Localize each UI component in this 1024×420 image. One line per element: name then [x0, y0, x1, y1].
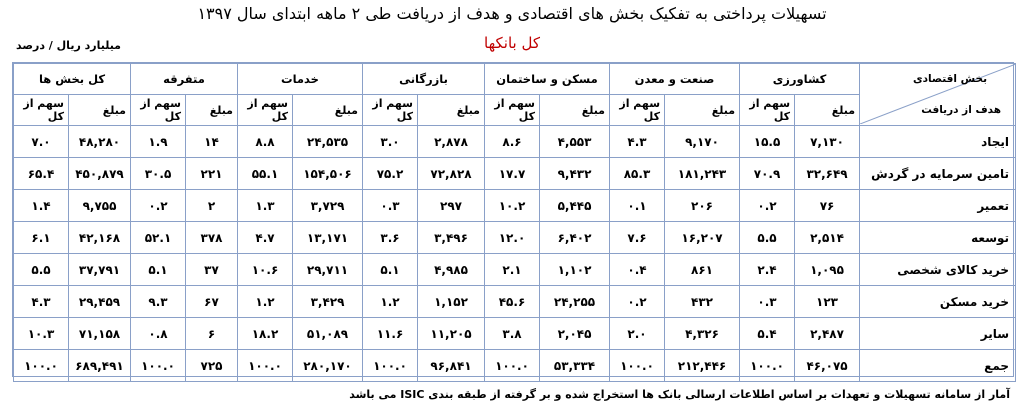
share-cell: ۰.۲: [131, 190, 186, 222]
table-row: [14, 126, 1016, 158]
share-cell: ۰.۴: [610, 254, 665, 286]
amount-cell: ۴۲,۱۶۸: [69, 222, 131, 254]
share-cell: ۱۰۰.۰: [238, 350, 293, 382]
data-table: [13, 63, 1016, 382]
amount-cell: ۸۶۱: [665, 254, 740, 286]
amount-cell: ۴,۵۵۳: [540, 126, 610, 158]
amount-cell: ۲۰۶: [665, 190, 740, 222]
share-header: سهم از کل: [363, 95, 418, 126]
amount-header: مبلغ: [69, 95, 131, 126]
amount-cell: ۷۶: [795, 190, 860, 222]
amount-cell: ۲,۸۷۸: [418, 126, 485, 158]
amount-cell: ۴۳۲: [665, 286, 740, 318]
share-cell: ۱.۹: [131, 126, 186, 158]
amount-cell: ۲۲۱: [186, 158, 238, 190]
amount-cell: ۷۱,۱۵۸: [69, 318, 131, 350]
share-cell: ۵.۴: [740, 318, 795, 350]
share-cell: ۵.۵: [14, 254, 69, 286]
table-row: [14, 190, 1016, 222]
share-cell: ۷.۰: [14, 126, 69, 158]
amount-cell: ۴,۹۸۵: [418, 254, 485, 286]
amount-cell: ۱,۱۰۲: [540, 254, 610, 286]
report-subtitle: کل بانکها: [484, 34, 540, 52]
share-cell: ۲.۱: [485, 254, 540, 286]
share-cell: ۰.۲: [740, 190, 795, 222]
share-cell: ۱۸.۲: [238, 318, 293, 350]
share-cell: ۲.۴: [740, 254, 795, 286]
amount-header: مبلغ: [665, 95, 740, 126]
share-cell: ۵.۵: [740, 222, 795, 254]
table-row: [14, 318, 1016, 350]
amount-cell: ۲,۵۱۴: [795, 222, 860, 254]
amount-cell: ۳,۴۹۶: [418, 222, 485, 254]
amount-cell: ۱۴: [186, 126, 238, 158]
amount-header: مبلغ: [795, 95, 860, 126]
amount-cell: ۲۸۰,۱۷۰: [293, 350, 363, 382]
sector-header: متفرقه: [131, 64, 238, 95]
amount-cell: ۹,۴۳۲: [540, 158, 610, 190]
amount-cell: ۳۷۸: [186, 222, 238, 254]
amount-cell: ۳۷: [186, 254, 238, 286]
amount-cell: ۱۸۱,۲۴۳: [665, 158, 740, 190]
amount-cell: ۷۲,۸۲۸: [418, 158, 485, 190]
amount-cell: ۴,۳۲۶: [665, 318, 740, 350]
share-cell: ۰.۱: [610, 190, 665, 222]
amount-cell: ۱۳,۱۷۱: [293, 222, 363, 254]
amount-cell: ۲۴,۵۳۵: [293, 126, 363, 158]
share-cell: ۳.۶: [363, 222, 418, 254]
sector-header: صنعت و معدن: [610, 64, 740, 95]
amount-cell: ۲۹,۷۱۱: [293, 254, 363, 286]
share-cell: ۱۰۰.۰: [131, 350, 186, 382]
table-row: [14, 254, 1016, 286]
share-cell: ۱۲.۰: [485, 222, 540, 254]
share-header: سهم از کل: [14, 95, 69, 126]
sector-header: مسکن و ساختمان: [485, 64, 610, 95]
amount-cell: ۱۲۳: [795, 286, 860, 318]
amount-cell: ۳۷,۷۹۱: [69, 254, 131, 286]
footer-note: آمار از سامانه تسهیلات و تعهدات بر اساس اطلاعات ارسالی بانک ها استخراج شده و بر گرفته از طبقه بندی ISIC می باشد: [349, 388, 1010, 401]
corner-cell: [860, 64, 1016, 126]
corner-bottom-label: هدف از دریافت: [921, 104, 1002, 116]
share-cell: ۱.۲: [363, 286, 418, 318]
amount-cell: ۱۶,۲۰۷: [665, 222, 740, 254]
share-cell: ۸.۸: [238, 126, 293, 158]
share-cell: ۱۰.۲: [485, 190, 540, 222]
row-label: خرید مسکن: [860, 286, 1016, 318]
share-header: سهم از کل: [238, 95, 293, 126]
amount-cell: ۲۹,۴۵۹: [69, 286, 131, 318]
amount-cell: ۶: [186, 318, 238, 350]
amount-cell: ۹,۱۷۰: [665, 126, 740, 158]
amount-cell: ۱۵۴,۵۰۶: [293, 158, 363, 190]
amount-cell: ۷۲۵: [186, 350, 238, 382]
row-label: خرید کالای شخصی: [860, 254, 1016, 286]
amount-cell: ۶,۴۰۲: [540, 222, 610, 254]
row-label: تامین سرمایه در گردش: [860, 158, 1016, 190]
unit-label: میلیارد ریال / درصد: [16, 39, 121, 52]
row-label: ایجاد: [860, 126, 1016, 158]
share-cell: ۱۰.۳: [14, 318, 69, 350]
amount-cell: ۷,۱۳۰: [795, 126, 860, 158]
share-cell: ۱۰۰.۰: [610, 350, 665, 382]
amount-cell: ۳,۷۲۹: [293, 190, 363, 222]
amount-header: مبلغ: [186, 95, 238, 126]
amount-cell: ۳۲,۶۴۹: [795, 158, 860, 190]
share-cell: ۴.۳: [14, 286, 69, 318]
row-label: جمع: [860, 350, 1016, 382]
amount-cell: ۲۱۲,۴۴۶: [665, 350, 740, 382]
row-label: تعمیر: [860, 190, 1016, 222]
share-cell: ۹.۳: [131, 286, 186, 318]
amount-cell: ۲,۰۴۵: [540, 318, 610, 350]
corner-top-label: بخش اقتصادی: [912, 73, 988, 85]
share-cell: ۱.۳: [238, 190, 293, 222]
amount-cell: ۲۴,۲۵۵: [540, 286, 610, 318]
sector-header: خدمات: [238, 64, 363, 95]
amount-cell: ۵۱,۰۸۹: [293, 318, 363, 350]
amount-cell: ۲۹۷: [418, 190, 485, 222]
share-cell: ۱۰.۶: [238, 254, 293, 286]
amount-cell: ۳,۴۲۹: [293, 286, 363, 318]
share-cell: ۱.۲: [238, 286, 293, 318]
share-cell: ۴.۷: [238, 222, 293, 254]
share-cell: ۱۱.۶: [363, 318, 418, 350]
share-cell: ۷۰.۹: [740, 158, 795, 190]
amount-cell: ۲: [186, 190, 238, 222]
share-cell: ۷.۶: [610, 222, 665, 254]
table-row: [14, 350, 1016, 382]
share-cell: ۱.۴: [14, 190, 69, 222]
amount-header: مبلغ: [418, 95, 485, 126]
share-header: سهم از کل: [610, 95, 665, 126]
amount-cell: ۴۵۰,۸۷۹: [69, 158, 131, 190]
amount-cell: ۱۱,۲۰۵: [418, 318, 485, 350]
share-cell: ۵۲.۱: [131, 222, 186, 254]
amount-cell: ۴۸,۲۸۰: [69, 126, 131, 158]
amount-header: مبلغ: [540, 95, 610, 126]
share-cell: ۸۵.۳: [610, 158, 665, 190]
share-header: سهم از کل: [131, 95, 186, 126]
row-label: سایر: [860, 318, 1016, 350]
share-cell: ۰.۲: [610, 286, 665, 318]
table-row: [14, 158, 1016, 190]
share-cell: ۵.۱: [363, 254, 418, 286]
share-cell: ۸.۶: [485, 126, 540, 158]
amount-cell: ۶۸۹,۴۹۱: [69, 350, 131, 382]
table-row: [14, 286, 1016, 318]
share-cell: ۳.۸: [485, 318, 540, 350]
amount-cell: ۱,۰۹۵: [795, 254, 860, 286]
amount-cell: ۶۷: [186, 286, 238, 318]
amount-cell: ۴۶,۰۷۵: [795, 350, 860, 382]
amount-cell: ۵,۴۴۵: [540, 190, 610, 222]
share-cell: ۵.۱: [131, 254, 186, 286]
table-row: [14, 222, 1016, 254]
share-header: سهم از کل: [485, 95, 540, 126]
share-cell: ۱۰۰.۰: [740, 350, 795, 382]
share-cell: ۱۷.۷: [485, 158, 540, 190]
share-cell: ۰.۸: [131, 318, 186, 350]
share-header: سهم از کل: [740, 95, 795, 126]
share-cell: ۱۰۰.۰: [14, 350, 69, 382]
share-cell: ۳.۰: [363, 126, 418, 158]
amount-cell: ۹,۷۵۵: [69, 190, 131, 222]
sector-header-row: [14, 64, 1016, 95]
share-cell: ۴۵.۶: [485, 286, 540, 318]
share-cell: ۱۵.۵: [740, 126, 795, 158]
share-cell: ۱۰۰.۰: [485, 350, 540, 382]
sector-header: کل بخش ها: [14, 64, 131, 95]
share-cell: ۴.۳: [610, 126, 665, 158]
share-cell: ۱۰۰.۰: [363, 350, 418, 382]
amount-cell: ۲,۴۸۷: [795, 318, 860, 350]
data-table-frame: [12, 62, 1014, 377]
share-cell: ۳۰.۵: [131, 158, 186, 190]
amount-cell: ۱,۱۵۲: [418, 286, 485, 318]
share-cell: ۰.۳: [740, 286, 795, 318]
sector-header: کشاورزی: [740, 64, 860, 95]
share-cell: ۵۵.۱: [238, 158, 293, 190]
amount-cell: ۵۳,۳۳۴: [540, 350, 610, 382]
share-cell: ۶.۱: [14, 222, 69, 254]
amount-header: مبلغ: [293, 95, 363, 126]
share-cell: ۷۵.۲: [363, 158, 418, 190]
sector-header: بازرگانی: [363, 64, 485, 95]
share-cell: ۰.۳: [363, 190, 418, 222]
amount-cell: ۹۶,۸۴۱: [418, 350, 485, 382]
row-label: توسعه: [860, 222, 1016, 254]
table-body: [14, 126, 1016, 382]
share-cell: ۶۵.۴: [14, 158, 69, 190]
share-cell: ۲.۰: [610, 318, 665, 350]
report-title: تسهیلات پرداختی به تفکیک بخش های اقتصادی و هدف از دریافت طی ۲ ماهه ابتدای سال ۱۳۹۷: [197, 4, 827, 23]
